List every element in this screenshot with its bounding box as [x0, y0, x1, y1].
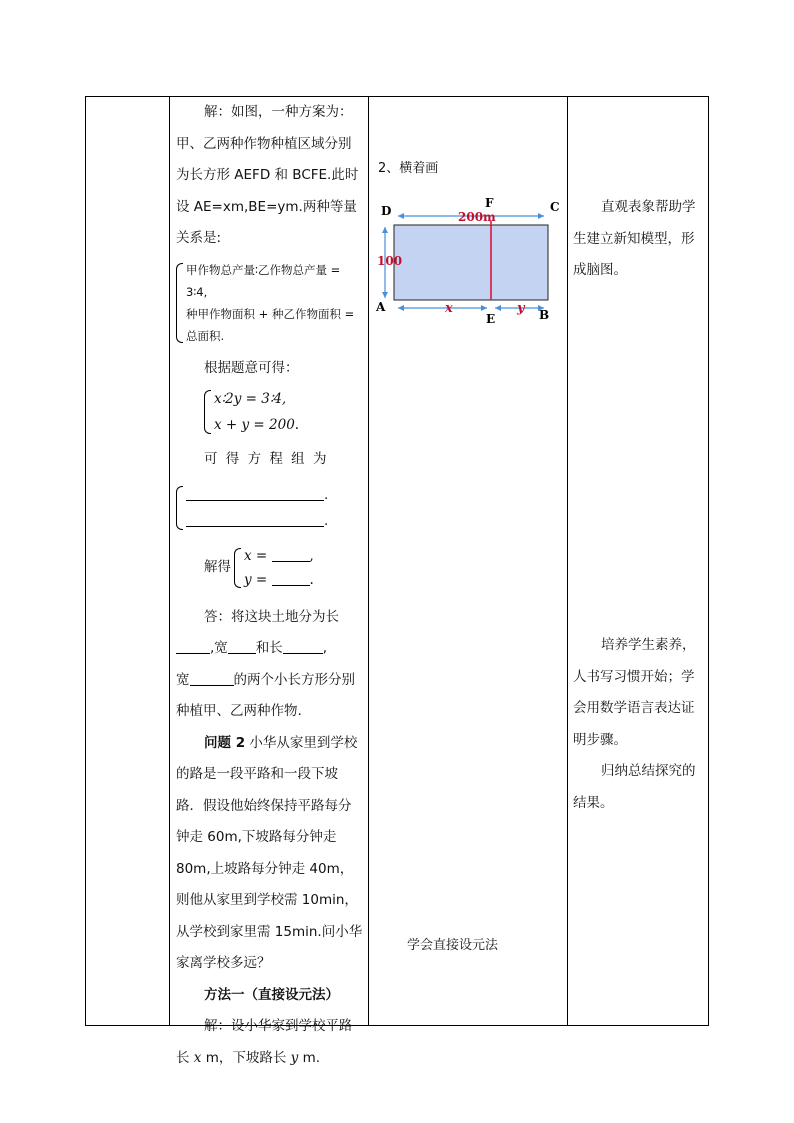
result-y: y = [244, 571, 268, 588]
label-C: C [550, 200, 560, 214]
solution-column [176, 97, 364, 1074]
column-divider-2 [368, 96, 369, 1026]
width-label: 200m [458, 210, 496, 224]
solve-prefix: 解得 [204, 558, 231, 575]
equation-system [204, 386, 364, 438]
field-rectangle [394, 225, 548, 300]
equation-brace [204, 390, 211, 434]
column-divider-3 [567, 96, 568, 1026]
problem-2-label: 问题 2 [204, 734, 246, 751]
label-F: F [485, 197, 494, 210]
solution-result [176, 544, 364, 592]
problem-2-text: 小华从家里到学校的路是一段平路和一段下坡路．假设他始终保持平路每分钟走 60m,下坡路每分钟走 80m,上坡路每分钟走 40m，则他从家里到学校需 10min，从学校到家里需 15min.问小华家离学校多远？ [176, 734, 363, 971]
column-divider-1 [169, 96, 170, 1026]
solution-intro: 解：如图，一种方案为：甲、乙两种作物种植区域分别为长方形 AEFD 和 BCFE.此时设 AE=xm,BE=ym.两种等量关系是: [176, 104, 359, 246]
problem-2 [176, 728, 364, 980]
relation-system [176, 259, 364, 347]
note-visual: 直观表象帮助学生建立新知模型，形成脑图。 [573, 199, 696, 278]
blank-system-brace [176, 486, 183, 530]
method-note: 学会直接设元法 [407, 938, 499, 953]
label-D: D [381, 204, 392, 218]
method-1-heading: 方法一（直接设元法） [204, 986, 339, 1003]
x-label: x [445, 301, 453, 316]
blank-equation-1: . [186, 482, 364, 508]
result-x: x = [244, 547, 268, 564]
height-label: 100 [377, 254, 403, 268]
label-E: E [486, 312, 496, 326]
label-B: B [539, 308, 550, 322]
blank-system [176, 482, 364, 534]
y-label: y [517, 301, 525, 316]
field-diagram [374, 197, 564, 327]
relation-brace [176, 263, 183, 343]
system-prompt: 可 得 方 程 组 为 [204, 451, 329, 467]
table-right-border [708, 96, 709, 1026]
blank-equation-2: . [186, 508, 364, 534]
label-A: A [376, 300, 386, 314]
note-literacy: 培养学生素养，人书写习惯开始；学会用数学语言表达证明步骤。 [573, 637, 696, 748]
diagram-heading: 2、横着画 [378, 161, 439, 176]
result-brace [234, 548, 241, 588]
answer-text: 答：将这块土地分为长,宽 和长 , 宽 的两个小长方形分别种植甲、乙两种作物. [176, 608, 355, 719]
result-system: x = , y = . [234, 544, 314, 592]
table-left-border [85, 96, 86, 1026]
note-summary: 归纳总结探究的结果。 [573, 763, 696, 811]
given-text: 根据题意可得： [204, 359, 299, 376]
relation-line-2: 种甲作物面积 + 种乙作物面积 = 总面积. [186, 306, 355, 343]
relation-line-1: 甲作物总产量∶乙作物总产量 = 3∶4, [186, 262, 341, 299]
equation-1: x∶2y = 3∶4, [214, 391, 287, 407]
method-1-text: 解：设小华家到学校平路长 x m，下坡路长 y m. [176, 1018, 353, 1066]
equation-2: x + y = 200. [214, 417, 300, 433]
